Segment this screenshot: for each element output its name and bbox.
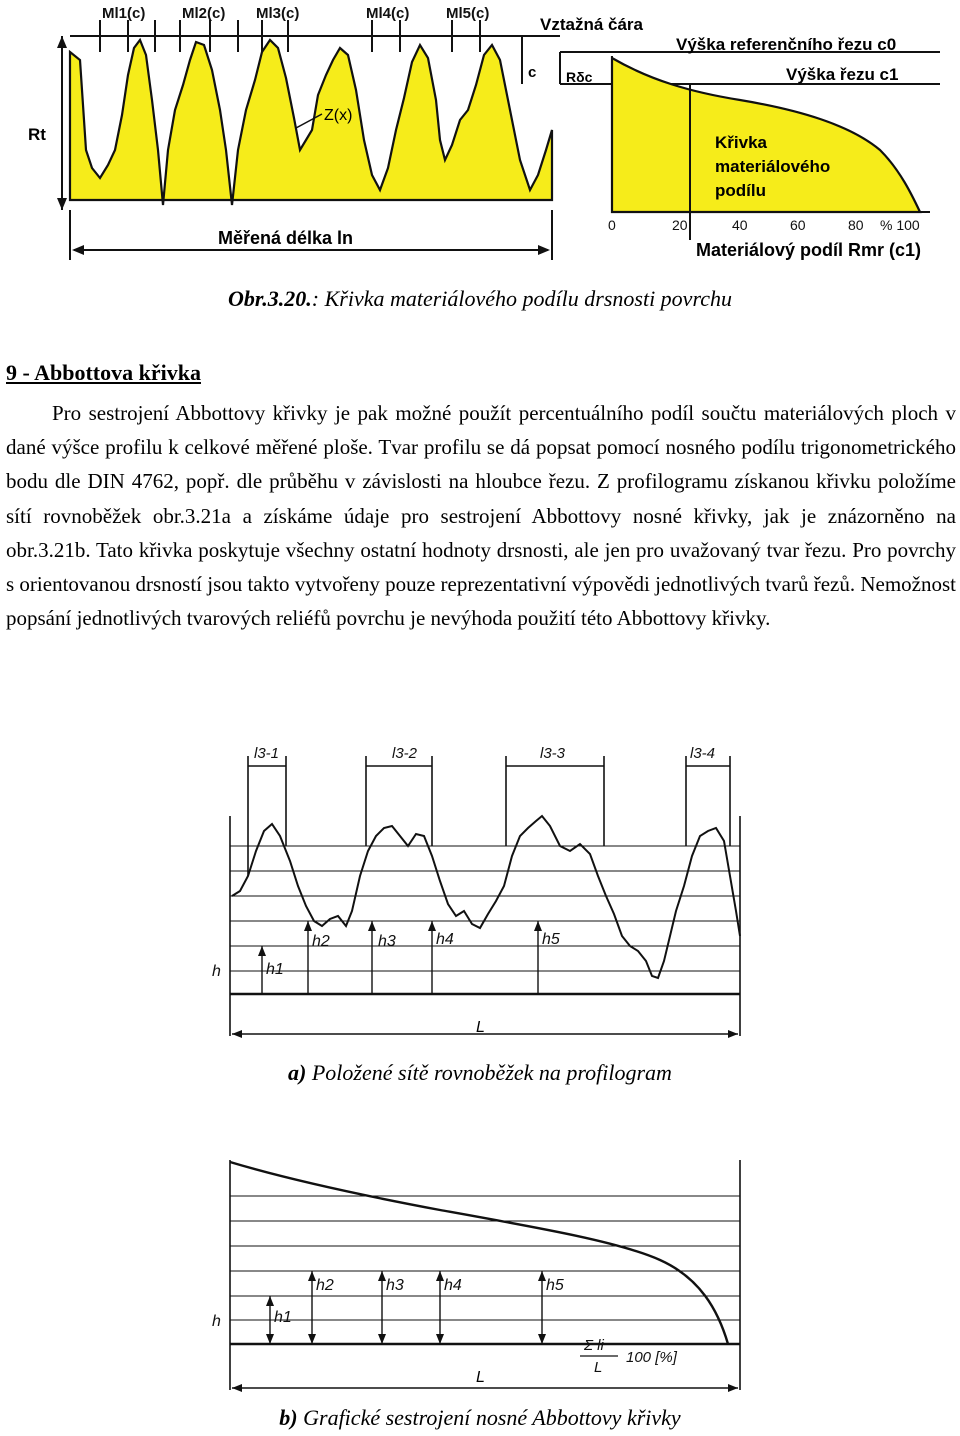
- formula-numerator: Σ li: [584, 1337, 604, 1354]
- figure-profilogram-grid: [0, 736, 960, 1066]
- ref-line-label: Vztažná čára: [540, 15, 643, 34]
- ml-label-2: Ml2(c): [182, 5, 226, 22]
- h4-label: h4: [436, 931, 454, 948]
- caption-a-label: a): [288, 1060, 307, 1085]
- abbott-h1-label: h1: [274, 1309, 292, 1326]
- h-label: h: [212, 963, 221, 980]
- h2-label: h2: [312, 933, 330, 950]
- caption-figure-3-20: [0, 286, 960, 312]
- abbott-h3-label: h3: [386, 1277, 404, 1294]
- c-label: c: [528, 64, 537, 81]
- formula-denominator: L: [594, 1359, 603, 1376]
- caption-figure-3-21a: [0, 1060, 960, 1086]
- axis-tick-60: 60: [790, 217, 806, 233]
- caption-label: Obr.3.20.: [228, 286, 312, 311]
- abbott-h2-label: h2: [316, 1277, 334, 1294]
- l-labels: [254, 745, 715, 762]
- caption-b-label: b): [279, 1405, 298, 1430]
- ml-label-5: Ml5(c): [446, 5, 490, 22]
- ml-label-1: Ml1(c): [102, 5, 146, 22]
- curve-label-line-3: podílu: [715, 181, 766, 200]
- length-label: L: [476, 1019, 485, 1036]
- rdc-label: Rδc: [566, 69, 593, 85]
- abbott-length-label: L: [476, 1369, 485, 1386]
- curve-label-line-2: materiálového: [715, 157, 831, 176]
- caption-text: : Křivka materiálového podílu drsnosti povrchu: [311, 286, 732, 311]
- abbott-h-labels: [212, 1277, 564, 1330]
- axis-tick-20: 20: [672, 217, 688, 233]
- h5-label: h5: [542, 931, 560, 948]
- ml-label-3: Ml3(c): [256, 5, 300, 22]
- cut-label: Výška řezu c1: [786, 65, 899, 84]
- curve-label-line-1: Křivka: [715, 133, 767, 152]
- axis-tick-80: 80: [848, 217, 864, 233]
- profile-fill: [70, 40, 552, 205]
- axis-tick-100: % 100: [880, 217, 920, 233]
- h3-label: h3: [378, 933, 396, 950]
- section-paragraph-text: Pro sestrojení Abbottovy křivky je pak možné použít percentuálního podíl součtu materiálových ploch v dané výšce profilu k celkové měřené ploše. Tvar profilu se dá popsat pomocí nosného podílu trigonometrického bodu dle DIN 4762, popř. dle průběhu v závislosti na hloubce řezu. Z profilogramu získanou křivku položíme sítí rovnoběžek obr.3.21a a získáme údaje pro sestrojení Abbottovy nosné křivky, jak je znázorněno na obr.3.21b. Tato křivka poskytuje všechny ostatní hodnoty drsnosti, ale jen pro uvažovaný tvar řezu. Pro povrchy s orientovanou drsností jsou takto vytvořeny pouze reprezentativní výpovědi jednotlivých tvarů řezů. Nemožnost popsání jednotlivých tvarových reliéfů povrchu je nevýhoda použití této Abbottovy křivky.: [6, 401, 957, 631]
- ref-cut-label: Výška referenčního řezu c0: [676, 35, 897, 54]
- axis-tick-0: 0: [608, 217, 616, 233]
- axis-title: Materiálový podíl Rmr (c1): [696, 240, 922, 260]
- abbott-h-label: h: [212, 1313, 221, 1330]
- axis-ticks: [608, 217, 920, 233]
- h1-label: h1: [266, 961, 284, 978]
- abbott-curve-line: [230, 1162, 728, 1344]
- l-label-4: l3-4: [690, 745, 716, 762]
- zx-label: Z(x): [324, 107, 353, 124]
- l-label-3: l3-3: [540, 745, 566, 762]
- ml-labels: [102, 5, 489, 22]
- abbott-h4-label: h4: [444, 1277, 462, 1294]
- ml-label-4: Ml4(c): [366, 5, 410, 22]
- section-heading: 9 - Abbottova křivka: [6, 360, 201, 385]
- section-paragraph: [6, 396, 956, 635]
- caption-b-text: Grafické sestrojení nosné Abbottovy křivky: [297, 1405, 681, 1430]
- measured-length-label: Měřená délka ln: [218, 228, 354, 248]
- figure-abbott-curve: [0, 1150, 960, 1400]
- caption-figure-3-21b: [0, 1405, 960, 1431]
- l-label-2: l3-2: [392, 745, 418, 762]
- figure-material-ratio: [0, 0, 960, 275]
- rt-label: Rt: [28, 125, 46, 144]
- abbott-h5-label: h5: [546, 1277, 564, 1294]
- caption-a-text: Položené sítě rovnoběžek na profilogram: [306, 1060, 672, 1085]
- formula-suffix: 100 [%]: [626, 1349, 677, 1366]
- axis-tick-40: 40: [732, 217, 748, 233]
- l-label-1: l3-1: [254, 745, 280, 762]
